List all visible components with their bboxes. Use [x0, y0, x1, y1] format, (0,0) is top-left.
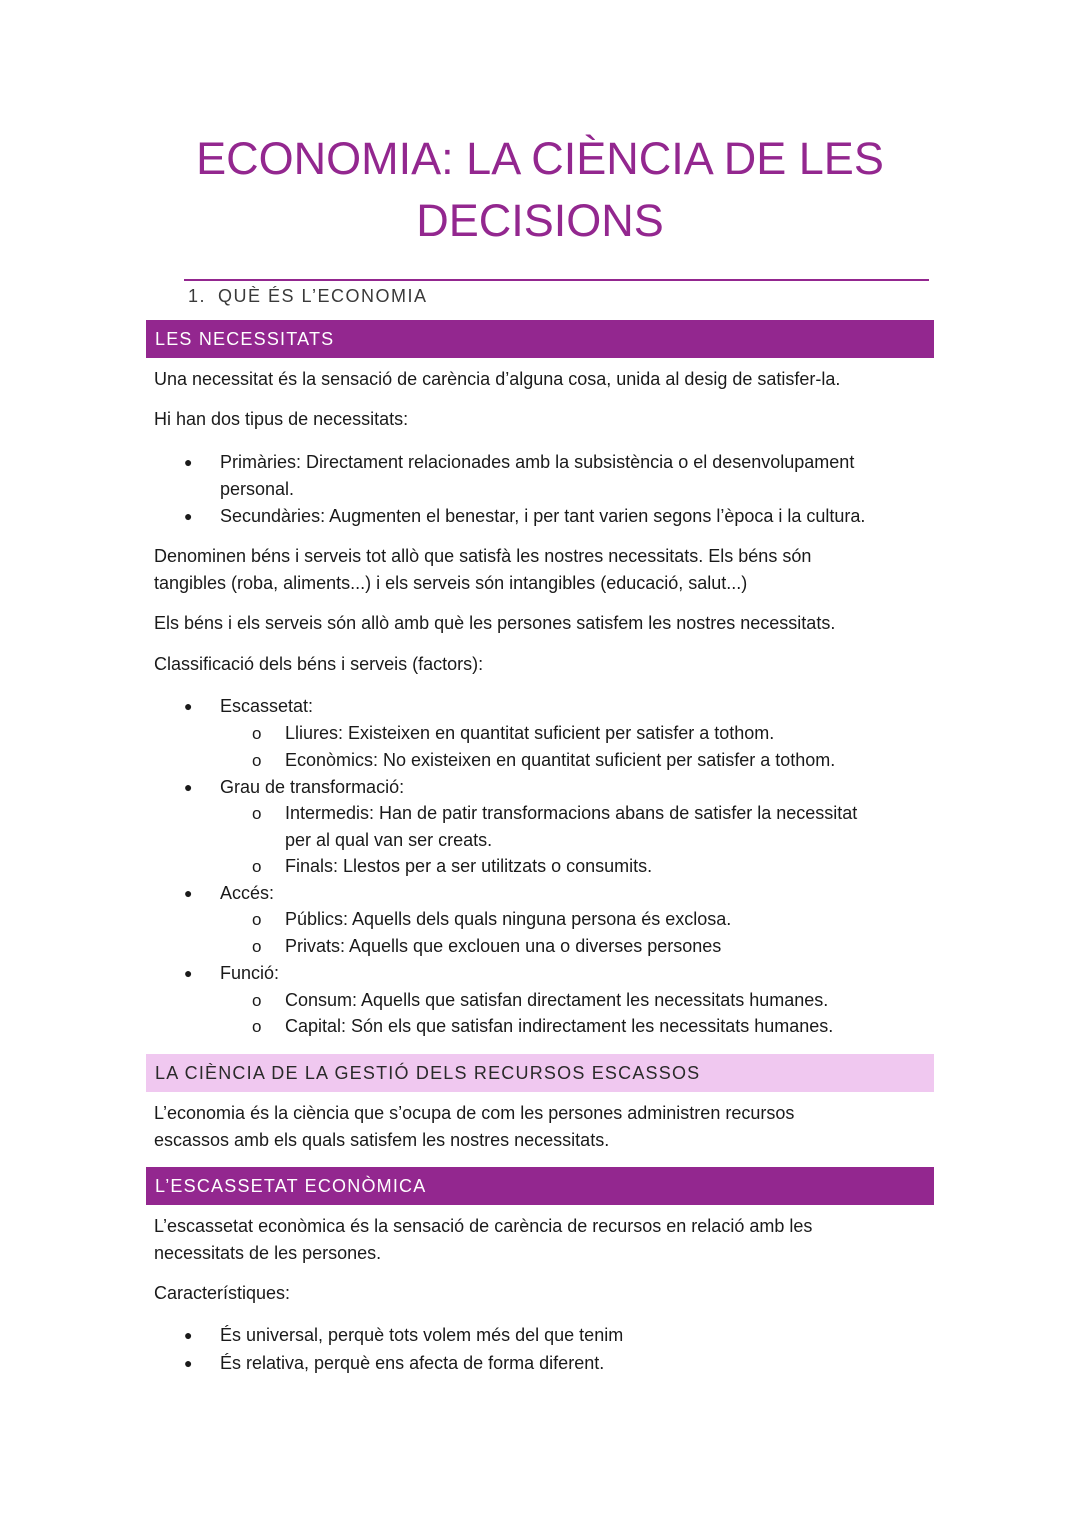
- sub-list-item-text: Capital: Són els que satisfan indirectament les necessitats humanes.: [285, 1016, 834, 1036]
- list-item: [184, 693, 920, 720]
- paragraph: [154, 543, 924, 597]
- circle-bullet-icon: o: [252, 857, 262, 876]
- paragraph: Hi han dos tipus de necessitats:: [154, 409, 409, 429]
- sub-list-item-text: Lliures: Existeixen en quantitat suficient per satisfer a tothom.: [285, 723, 775, 743]
- list-item: [184, 960, 920, 987]
- page-title-line1: ECONOMIA: LA CIÈNCIA DE LES: [196, 133, 884, 184]
- sub-list-item-text: Intermedis: Han de patir transformacions abans de satisfer la necessitat: [285, 803, 858, 823]
- sub-list-item-text: Consum: Aquells que satisfan directament les necessitats humanes.: [285, 990, 829, 1010]
- bullet-icon: ●: [184, 454, 193, 470]
- list-item: [184, 880, 920, 907]
- list-item: [184, 1322, 920, 1349]
- paragraph-line: Denominen béns i serveis tot allò que satisfà les nostres necessitats. Els béns són: [154, 546, 812, 566]
- circle-bullet-icon: o: [252, 751, 262, 770]
- bullet-icon: ●: [184, 1327, 193, 1343]
- paragraph: Una necessitat és la sensació de carència d’alguna cosa, unida al desig de satisfer-la.: [154, 369, 841, 389]
- sub-list-item: [252, 720, 915, 747]
- list-item: [184, 449, 920, 503]
- list-item-text: Primàries: Directament relacionades amb la subsistència o el desenvolupament: [220, 452, 855, 472]
- paragraph: Classificació dels béns i serveis (factors):: [154, 654, 484, 674]
- list-item-text: Grau de transformació:: [220, 777, 405, 797]
- list-item-text: Escassetat:: [220, 696, 314, 716]
- paragraph-line: escassos amb els quals satisfem les nostres necessitats.: [154, 1130, 610, 1150]
- list-item-text: Accés:: [220, 883, 275, 903]
- list-item-text: Secundàries: Augmenten el benestar, i per tant varien segons l’època i la cultura.: [220, 506, 866, 526]
- bullet-icon: ●: [184, 1355, 193, 1371]
- circle-bullet-icon: o: [252, 937, 262, 956]
- subsection-band-necessitats: LES NECESSITATS: [146, 320, 934, 358]
- section-heading: [188, 286, 428, 307]
- section-number: 1.: [188, 286, 207, 306]
- sub-list-item: [252, 853, 915, 880]
- sub-list-item: [252, 800, 915, 854]
- section-label: QUÈ ÉS L’ECONOMIA: [218, 286, 428, 306]
- sub-list-item-text: Econòmics: No existeixen en quantitat suficient per satisfer a tothom.: [285, 750, 836, 770]
- sub-list-item: [252, 747, 915, 774]
- sub-list-item-text: Finals: Llestos per a ser utilitzats o consumits.: [285, 856, 653, 876]
- subsection-band-escassetat: L’ESCASSETAT ECONÒMICA: [146, 1167, 934, 1205]
- title-divider: [184, 279, 929, 281]
- circle-bullet-icon: o: [252, 910, 262, 929]
- circle-bullet-icon: o: [252, 1017, 262, 1036]
- sub-list-item-text: per al qual van ser creats.: [285, 830, 493, 850]
- list-item: [184, 503, 920, 530]
- circle-bullet-icon: o: [252, 991, 262, 1010]
- list-item-text: Funció:: [220, 963, 280, 983]
- paragraph: [154, 1100, 924, 1154]
- paragraph-line: tangibles (roba, aliments...) i els serveis són intangibles (educació, salut...): [154, 573, 748, 593]
- bullet-icon: ●: [184, 965, 193, 981]
- paragraph-line: L’economia és la ciència que s’ocupa de com les persones administren recursos: [154, 1103, 795, 1123]
- bullet-icon: ●: [184, 508, 193, 524]
- sub-list-item: [252, 933, 915, 960]
- sub-list-item: [252, 987, 915, 1014]
- paragraph-line: necessitats de les persones.: [154, 1243, 382, 1263]
- circle-bullet-icon: o: [252, 724, 262, 743]
- sub-list-item-text: Públics: Aquells dels quals ninguna persona és exclosa.: [285, 909, 732, 929]
- sub-list-item: [252, 906, 915, 933]
- paragraph: Característiques:: [154, 1283, 291, 1303]
- list-item-text: És universal, perquè tots volem més del que tenim: [220, 1325, 624, 1345]
- subsection-band-ciencia: LA CIÈNCIA DE LA GESTIÓ DELS RECURSOS ESCASSOS: [146, 1054, 934, 1092]
- page-title: [150, 128, 930, 252]
- list-item: [184, 774, 920, 801]
- bullet-icon: ●: [184, 698, 193, 714]
- paragraph: Els béns i els serveis són allò amb què les persones satisfem les nostres necessitats.: [154, 613, 836, 633]
- page-title-line2: DECISIONS: [416, 195, 664, 246]
- circle-bullet-icon: o: [252, 804, 262, 823]
- bullet-icon: ●: [184, 885, 193, 901]
- bullet-icon: ●: [184, 779, 193, 795]
- sub-list-item-text: Privats: Aquells que exclouen una o diverses persones: [285, 936, 722, 956]
- list-item: [184, 1350, 920, 1377]
- list-item-text: És relativa, perquè ens afecta de forma diferent.: [220, 1353, 605, 1373]
- list-item-text: personal.: [220, 479, 295, 499]
- sub-list-item: [252, 1013, 915, 1040]
- paragraph: [154, 1213, 924, 1267]
- paragraph-line: L’escassetat econòmica és la sensació de carència de recursos en relació amb les: [154, 1216, 813, 1236]
